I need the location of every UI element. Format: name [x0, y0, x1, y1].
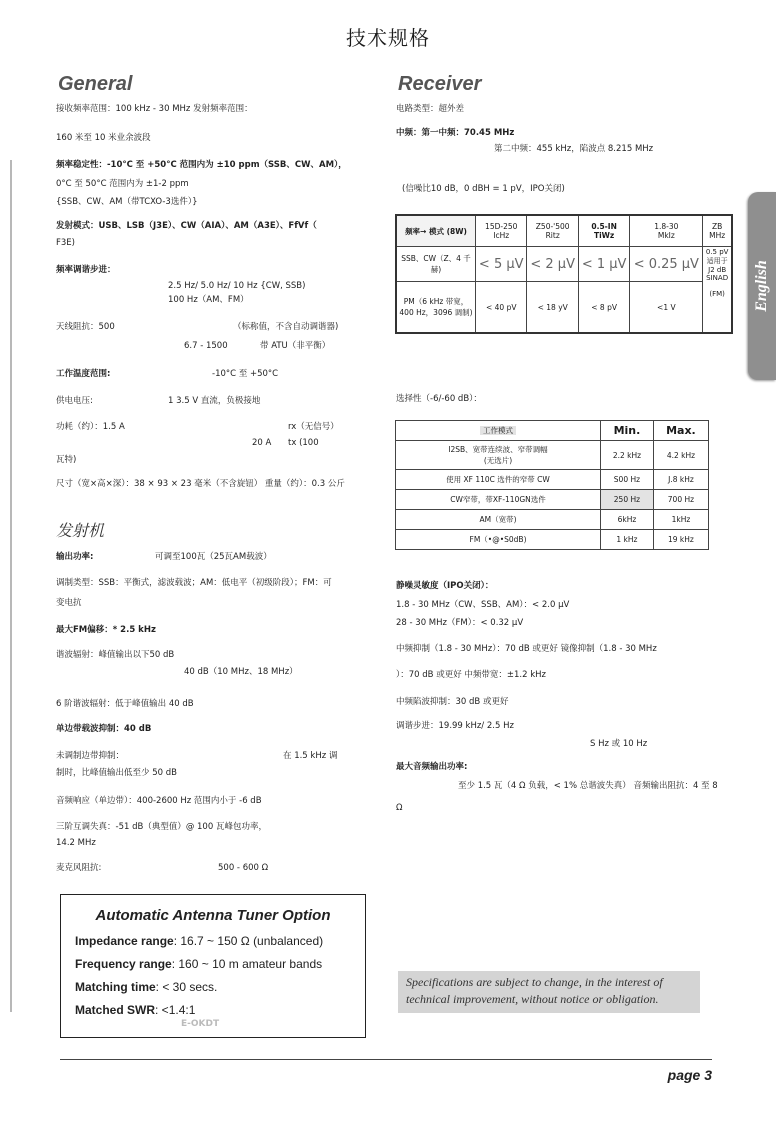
footer-rule [60, 1059, 712, 1060]
consumption-tx-2: tx (100 [288, 438, 319, 448]
table-cell: 19 kHz [653, 530, 708, 550]
fm-deviation: 最大FM偏移：* 2.5 kHz [56, 625, 156, 635]
if-rejection-2: ）：70 dB 或更好 中频带宽：±1.2 kHz [396, 670, 547, 680]
table-cell: Max. [653, 421, 708, 441]
table-row [396, 421, 709, 441]
table-cell: 1 kHz [601, 530, 654, 550]
table-cell: 频率→ 模式 (8W) [396, 215, 476, 247]
table-cell: < 1 μV [578, 247, 629, 282]
table-cell [396, 421, 601, 441]
table-cell: SSB、CW（Z、4 千赫) [396, 247, 476, 282]
stability-2: 0°C 至 50°C 范围内为 ±1-2 ppm [56, 179, 189, 189]
language-tab-label: English [753, 260, 770, 312]
tuner-frequency-value: : 160 ~ 10 m amateur bands [171, 957, 323, 971]
antenna-impedance: 天线阻抗：500 [56, 322, 115, 332]
consumption-rx: rx（无信号） [288, 422, 339, 432]
table-row [396, 530, 709, 550]
table-cell: ZB MHz [703, 215, 732, 247]
freq-range: 接收频率范围：100 kHz - 30 MHz 发射频率范围： [56, 104, 253, 114]
spurious-3: 6 阶谐波辐射：低于峰值输出 40 dB [56, 699, 194, 709]
spec-notice: Specifications are subject to change, in the interest of technical improvement, without notice or obligation. [398, 971, 700, 1013]
watermark: E-OKDT [181, 1019, 220, 1029]
antenna-tuner-title: Automatic Antenna Tuner Option [95, 907, 331, 924]
table-row [396, 247, 732, 282]
table-cell: CW窄带，带XF-110GN选件 [396, 490, 601, 510]
squelch-2: 1.8 - 30 MHz（CW、SSB、AM）：< 2.0 μV [396, 600, 570, 610]
tuner-frequency-key: Frequency range [75, 957, 172, 971]
mic-impedance: 麦克风阻抗: [56, 863, 102, 873]
tuner-matching-time-value: : < 30 secs. [155, 980, 218, 994]
page-number: page 3 [667, 1067, 712, 1083]
tuning: 调谐步进：19.99 kHz/ 2.5 Hz [396, 721, 514, 731]
table-cell: < 8 pV [578, 282, 629, 334]
table-row [396, 510, 709, 530]
language-tab [748, 192, 776, 380]
table-row [396, 441, 709, 470]
tuning-steps-2: 2.5 Hz/ 5.0 Hz/ 10 Hz {CW, SSB) [168, 281, 306, 291]
sinad-note: 0.5 pV 适用于 J2 dB SINAD [705, 248, 729, 282]
table-cell: 2.2 kHz [601, 441, 654, 470]
general-heading: General [58, 73, 133, 95]
table-cell: 1.8-30 MkIz [630, 215, 703, 247]
modulation: 调制类型：SSB：平衡式，滤波载波；AM：低电平（初级阶段）；FM：可 [56, 578, 332, 588]
if-second: 第二中频：455 kHz，陷波点 8.215 MHz [494, 144, 654, 154]
table-cell: 15D-250 IcHz [476, 215, 527, 247]
tx-modes: 发射模式：USB、LSB（J3E）、CW（AIA）、AM（A3E）、FfVf（ [56, 221, 317, 231]
table-cell: < 18 yV [527, 282, 578, 334]
audio-output-3: Ω [396, 803, 403, 813]
supply-voltage-value: 1 3.5 V 直流，负极接地 [168, 396, 261, 406]
table-cell: J.8 kHz [653, 470, 708, 490]
modulation-2: 变电抗 [56, 598, 82, 608]
table-cell: FM（•@•S0dB) [396, 530, 601, 550]
receiver-heading: Receiver [398, 73, 482, 95]
table-cell: AM（宽带) [396, 510, 601, 530]
table-cell: <1 V [630, 282, 703, 334]
margin-rule [10, 160, 12, 1012]
selectivity-table [395, 420, 709, 550]
table-cell: < 40 pV [476, 282, 527, 334]
table-row [396, 490, 709, 510]
if-first: 中频：第一中频：70.45 MHz [396, 128, 515, 138]
sensitivity-table [395, 214, 733, 334]
tuning-steps-3: 100 Hz（AM、FM） [168, 295, 249, 305]
squelch-3: 28 - 30 MHz（FM）：< 0.32 μV [396, 618, 524, 628]
table-cell: < 5 μV [476, 247, 527, 282]
table-cell [703, 247, 732, 334]
consumption: 功耗（约）：1.5 A [56, 422, 125, 432]
table-cell: 700 Hz [653, 490, 708, 510]
squelch: 静噪灵敏度（IPO关闭）： [396, 581, 494, 591]
table-cell: S00 Hz [601, 470, 654, 490]
temperature-value: -10°C 至 +50°C [212, 369, 279, 379]
tx-modes-2: F3E) [56, 238, 75, 248]
unwanted-sideband-2: 在 1.5 kHz 调 [283, 751, 338, 761]
selectivity-label: 选择性（-6/-60 dB）： [396, 394, 482, 404]
stability-3: {SSB、CW、AM（带TCXO-3选件）} [56, 197, 198, 207]
audio-output: 最大音频输出功率: [396, 762, 468, 772]
spurious-2: 40 dB（10 MHz、18 MHz） [184, 667, 298, 677]
table-cell: I2SB、宽带连续波、窄带调幅 (无选片) [396, 441, 601, 470]
tuner-impedance-value: : 16.7 ~ 150 Ω (unbalanced) [173, 934, 324, 948]
tuner-swr-value: : <1.4:1 [155, 1003, 196, 1017]
tuning-steps: 频率调谐步进： [56, 265, 116, 275]
table-cell: Z50-'500 Ritz [527, 215, 578, 247]
spurious: 谐波辐射：峰值输出以下50 dB [56, 650, 175, 660]
audio-response: 音频响应（单边带）：400-2600 Hz 范围内小于 -6 dB [56, 796, 262, 806]
output-power: 输出功率: [56, 552, 94, 562]
table-row [396, 282, 732, 334]
table-cell: 4.2 kHz [653, 441, 708, 470]
table-cell: < 2 μV [527, 247, 578, 282]
freq-range-bands: 160 米至 10 米业余波段 [56, 133, 151, 143]
consumption-tx: 20 A [252, 438, 272, 448]
table-row [396, 470, 709, 490]
transmitter-heading: 发射机 [56, 523, 105, 540]
table-cell: 0.5-IN TiWz [578, 215, 629, 247]
table-cell: 6kHz [601, 510, 654, 530]
fm-note: (FM) [709, 290, 725, 298]
antenna-impedance-2: （标称值，不含自动调谐器) [233, 322, 339, 332]
table-cell: PM（6 kHz 带宽，400 Hz，3096 调制) [396, 282, 476, 334]
tuner-frequency [75, 953, 351, 976]
circuit-type: 电路类型：超外差 [396, 104, 465, 114]
unwanted-sideband-3: 制时，比峰值输出低至少 50 dB [56, 768, 177, 778]
dimensions: 尺寸（宽×高×深）：38 × 93 × 23 毫米（不含旋钮） 重量（约）：0.3 公斤 [56, 479, 345, 489]
table-cell: 250 Hz [601, 490, 654, 510]
imd: 三阶互调失真：-51 dB（典型值）@ 100 瓦峰包功率， [56, 822, 267, 832]
notch: 中频陷波抑制：30 dB 或更好 [396, 697, 509, 707]
supply-voltage: 供电电压: [56, 396, 93, 406]
antenna-tuner-box [60, 894, 366, 1038]
table-cell: < 0.25 μV [630, 247, 703, 282]
tuner-matching-time [75, 976, 351, 999]
mic-impedance-value: 500 - 600 Ω [218, 863, 269, 873]
stability: 频率稳定性：-10°C 至 +50°C 范围内为 ±10 ppm（SSB、CW、AM）， [56, 160, 347, 170]
tuning-2: S Hz 或 10 Hz [590, 739, 648, 749]
sensitivity-note: (信噪比10 dB，0 dBH = 1 pV，IPO关闭) [402, 184, 565, 194]
table-cell: Min. [601, 421, 654, 441]
page-title: 技术规格 [346, 26, 430, 50]
carrier-suppression: 单边带载波抑制：40 dB [56, 724, 152, 734]
table-row [396, 215, 732, 247]
audio-output-2: 至少 1.5 瓦（4 Ω 负载，< 1% 总谐波失真） 音频输出阻抗：4 至 8 [458, 781, 718, 791]
consumption-tx-3: 瓦特) [56, 455, 77, 465]
if-rejection: 中频抑制（1.8 - 30 MHz）：70 dB 或更好 镜像抑制（1.8 - 30 MHz [396, 644, 657, 654]
imd-2: 14.2 MHz [56, 838, 96, 848]
mode-header: 工作模式 [480, 426, 516, 435]
table-cell: 使用 XF 110C 选件的窄带 CW [396, 470, 601, 490]
antenna-impedance-3: 6.7 - 1500 [184, 341, 228, 351]
antenna-impedance-4: 带 ATU（非平衡） [260, 341, 331, 351]
unwanted-sideband: 未调制边带抑制： [56, 751, 125, 761]
tuner-matching-time-key: Matching time [75, 980, 156, 994]
tuner-impedance-key: Impedance range [75, 934, 174, 948]
temperature: 工作温度范围: [56, 369, 111, 379]
output-power-value: 可调至100瓦（25瓦AM载波） [155, 552, 272, 562]
tuner-impedance [75, 930, 351, 953]
tuner-swr-key: Matched SWR [75, 1003, 156, 1017]
table-cell: 1kHz [653, 510, 708, 530]
